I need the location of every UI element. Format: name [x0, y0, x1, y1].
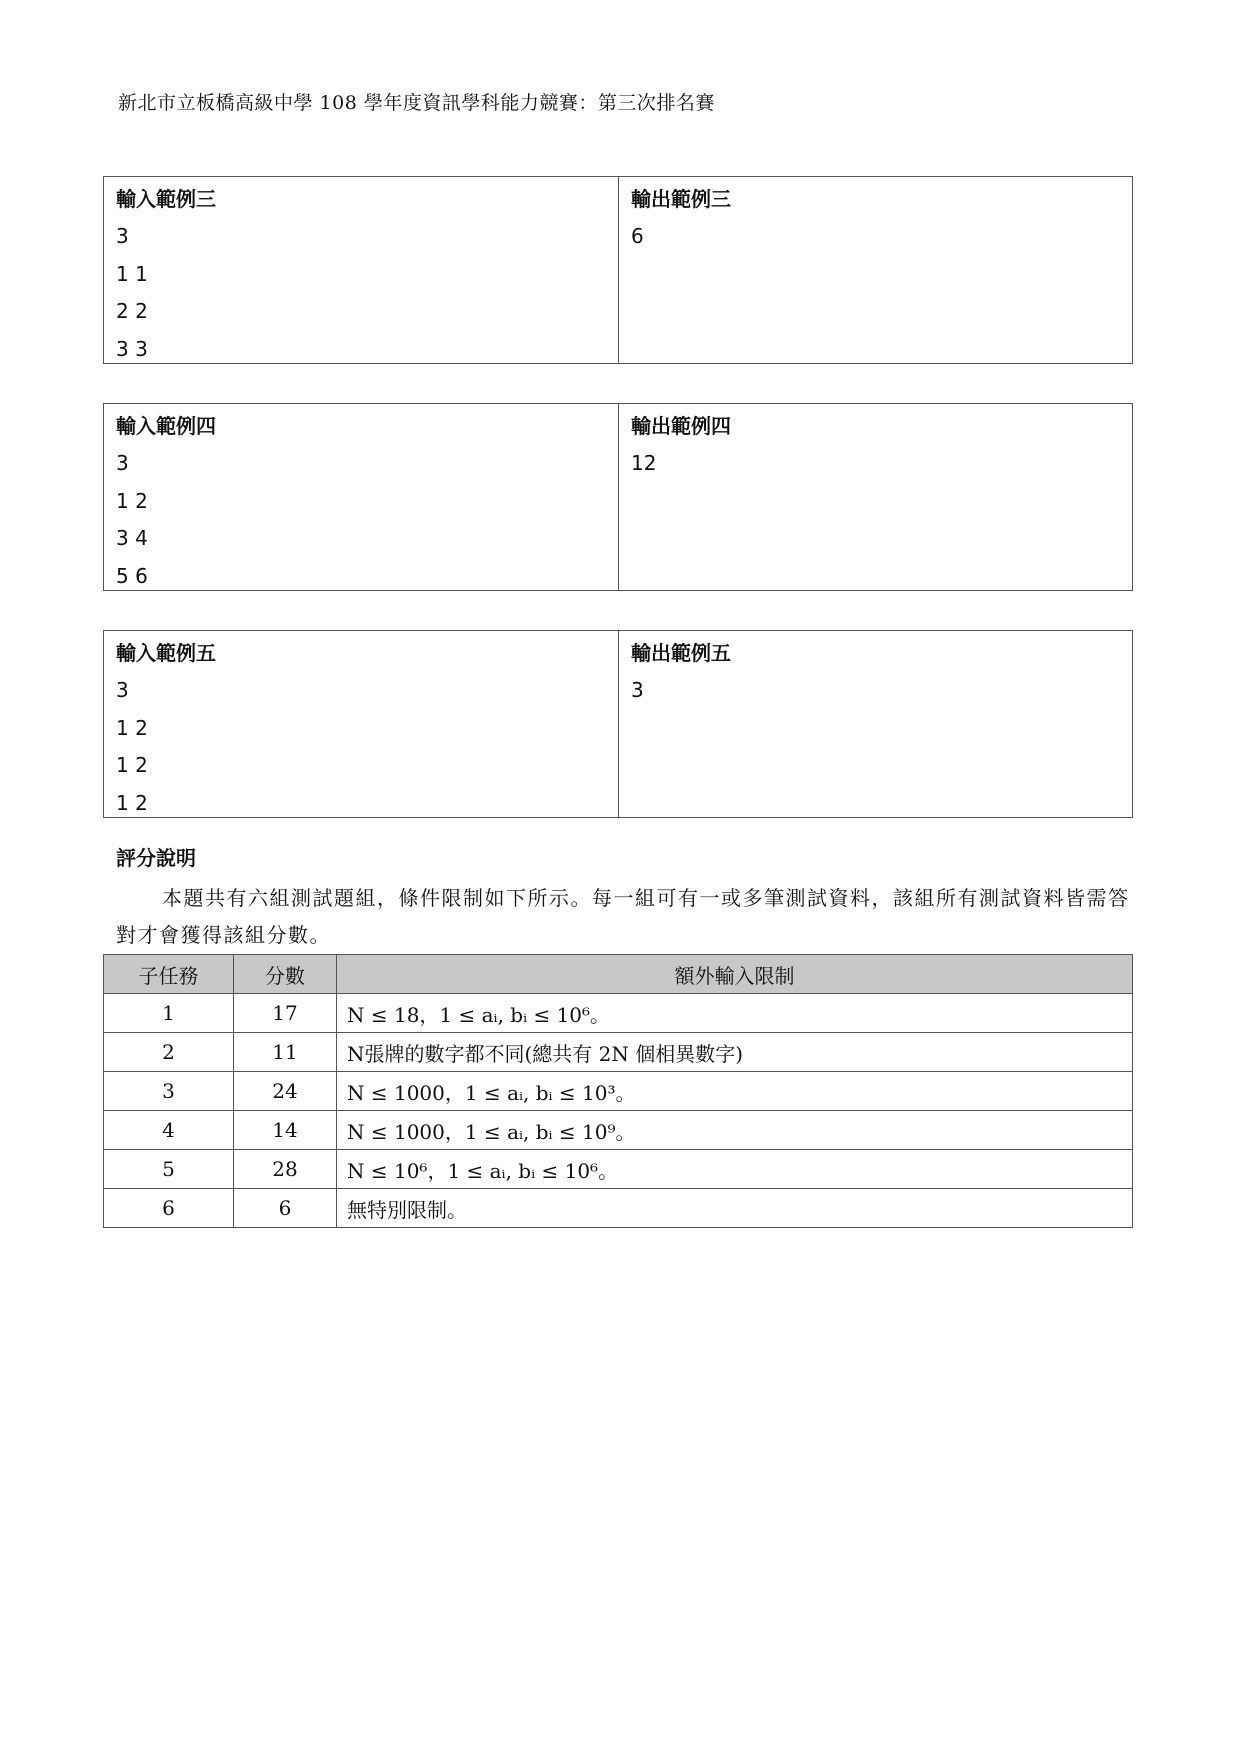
sample-output-line: 6	[631, 224, 644, 248]
sample-input-line: 1 2	[116, 790, 148, 815]
limit-cell: N ≤ 1000，1 ≤ aᵢ, bᵢ ≤ 10⁹。	[337, 1111, 1133, 1150]
sample-input-line: 1 2	[116, 753, 148, 777]
sample-input-title: 輸入範例四	[116, 414, 216, 438]
score-cell: 24	[234, 1072, 337, 1111]
table-row	[104, 1072, 1133, 1111]
task-cell: 6	[104, 1189, 234, 1228]
sample-input-line: 1 1	[116, 261, 148, 286]
table-row	[104, 1033, 1133, 1072]
score-cell: 6	[234, 1189, 337, 1228]
sample-output	[618, 177, 1132, 363]
sample-box-3	[103, 176, 1133, 364]
sample-output-title: 輸出範例五	[631, 641, 731, 665]
header-limit: 額外輸入限制	[337, 955, 1133, 994]
sample-input-line: 3 4	[116, 526, 148, 550]
sample-input	[104, 404, 618, 590]
sample-input-line: 3	[116, 224, 129, 248]
table-row	[104, 1150, 1133, 1189]
scoring-description-text: 本題共有六組測試題組，條件限制如下所示。每一組可有一或多筆測試資料，該組所有測試資料皆需答對才會獲得該組分數。	[116, 886, 1130, 947]
header-score: 分數	[234, 955, 337, 994]
limit-cell: N ≤ 10⁶，1 ≤ aᵢ, bᵢ ≤ 10⁶。	[337, 1150, 1133, 1189]
sample-input-title: 輸入範例五	[116, 641, 216, 665]
sample-box-4	[103, 403, 1133, 591]
header-task: 子任務	[104, 955, 234, 994]
table-row	[104, 994, 1133, 1033]
table-header-row	[104, 955, 1133, 994]
sample-input-line: 1 2	[116, 488, 148, 513]
limit-cell: N張牌的數字都不同(總共有 2N 個相異數字)	[337, 1033, 1133, 1072]
sample-input-line: 3	[116, 451, 129, 475]
sample-output	[618, 631, 1132, 817]
sample-input-line: 1 2	[116, 715, 148, 740]
sample-output-title: 輸出範例四	[631, 414, 731, 438]
score-cell: 28	[234, 1150, 337, 1189]
sample-input-line: 3 3	[116, 336, 148, 361]
table-row	[104, 1111, 1133, 1150]
page-header: 新北市立板橋高級中學 108 學年度資訊學科能力競賽：第三次排名賽	[118, 92, 715, 114]
sample-input	[104, 177, 618, 363]
sample-input-line: 3	[116, 678, 129, 702]
limit-cell: N ≤ 18，1 ≤ aᵢ, bᵢ ≤ 10⁶。	[337, 994, 1133, 1033]
task-cell: 5	[104, 1150, 234, 1189]
score-cell: 14	[234, 1111, 337, 1150]
scoring-description	[116, 880, 1136, 954]
limit-cell: 無特別限制。	[337, 1189, 1133, 1228]
score-cell: 17	[234, 994, 337, 1033]
sample-input-title: 輸入範例三	[116, 187, 216, 211]
scoring-table	[103, 954, 1133, 1228]
sample-input-line: 2 2	[116, 299, 148, 323]
task-cell: 1	[104, 994, 234, 1033]
sample-output-line: 12	[631, 451, 657, 475]
score-cell: 11	[234, 1033, 337, 1072]
task-cell: 3	[104, 1072, 234, 1111]
task-cell: 2	[104, 1033, 234, 1072]
sample-output	[618, 404, 1132, 590]
task-cell: 4	[104, 1111, 234, 1150]
scoring-title: 評分說明	[116, 846, 196, 870]
limit-cell: N ≤ 1000，1 ≤ aᵢ, bᵢ ≤ 10³。	[337, 1072, 1133, 1111]
sample-output-title: 輸出範例三	[631, 187, 731, 211]
table-row	[104, 1189, 1133, 1228]
sample-input	[104, 631, 618, 817]
sample-box-5	[103, 630, 1133, 818]
sample-input-line: 5 6	[116, 563, 148, 588]
sample-output-line: 3	[631, 678, 644, 702]
